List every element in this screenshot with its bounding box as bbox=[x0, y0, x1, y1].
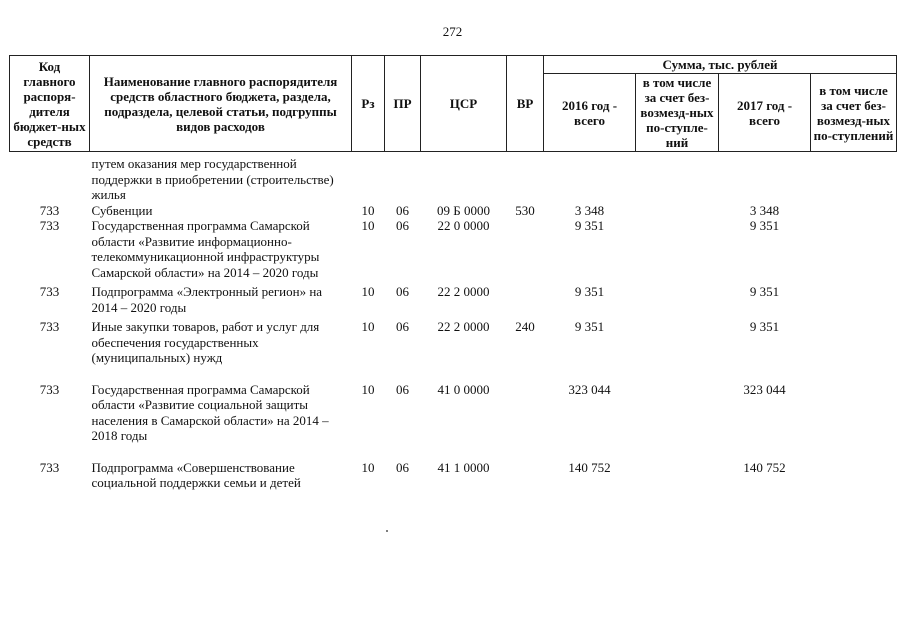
cell-csr: 22 2 0000 bbox=[437, 319, 490, 334]
page-number: 272 bbox=[442, 24, 463, 39]
table-row bbox=[10, 315, 897, 366]
cell-code: 733 bbox=[39, 284, 60, 299]
cell-2017-free bbox=[811, 152, 897, 203]
budget-table bbox=[9, 55, 897, 491]
cell-2017-total: 9 351 bbox=[749, 284, 780, 299]
cell-2016-total: 323 044 bbox=[568, 381, 611, 397]
cell-vr: 240 bbox=[515, 319, 535, 334]
header-2016-total: 2016 год - всего bbox=[544, 74, 636, 152]
cell-vr bbox=[507, 280, 544, 315]
cell-rz: 10 bbox=[361, 459, 375, 475]
cell-2017-total: 9 351 bbox=[749, 319, 780, 334]
cell-code: 733 bbox=[39, 218, 60, 233]
header-name: Наименование главного распорядителя средств областного бюджета, раздела, подраздела, целевой статьи, подгруппы видов расходов bbox=[90, 56, 352, 152]
header-pr: ПР bbox=[385, 56, 421, 152]
cell-2016-free bbox=[636, 444, 719, 491]
cell-name: Государственная программа Самарской области «Развитие социальной защиты населения в Самарской области» на 2014 – 2018 годы bbox=[91, 381, 329, 443]
cell-vr bbox=[507, 152, 544, 203]
cell-2017-free bbox=[811, 315, 897, 366]
header-2017-free: в том числе за счет без-возмезд-ных по-ступлений bbox=[811, 74, 897, 152]
cell-2016-free bbox=[636, 315, 719, 366]
cell-2016-total: 9 351 bbox=[574, 284, 605, 299]
cell-2016-free bbox=[636, 152, 719, 203]
cell-pr: 06 bbox=[396, 202, 409, 218]
cell-name: Субвенции bbox=[91, 202, 153, 218]
cell-2016-total: 140 752 bbox=[568, 459, 611, 475]
cell-csr: 22 2 0000 bbox=[437, 284, 490, 299]
cell-csr: 09 Б 0000 bbox=[437, 202, 490, 218]
cell-name: путем оказания мер государственной поддержки в приобретении (строительстве) жилья bbox=[91, 156, 334, 202]
table-header bbox=[10, 56, 897, 152]
table-row bbox=[10, 152, 897, 203]
cell-pr: 06 bbox=[396, 381, 409, 397]
cell-name: Государственная программа Самарской области «Развитие информационно-телекоммуникационной инфраструктуры Самарской области» на 2014 – 2020 годы bbox=[91, 218, 320, 280]
cell-name: Подпрограмма «Электронный регион» на 2014 – 2020 годы bbox=[91, 284, 323, 315]
cell-rz: 10 bbox=[361, 284, 375, 299]
cell-2016-total: 9 351 bbox=[574, 218, 605, 233]
table-row bbox=[10, 203, 897, 219]
cell-vr bbox=[507, 444, 544, 491]
cell-csr: 22 0 0000 bbox=[437, 218, 490, 233]
cell-2017-total: 323 044 bbox=[743, 381, 786, 397]
cell-vr: 530 bbox=[515, 202, 535, 218]
table-row bbox=[10, 280, 897, 315]
cell-2016-free bbox=[636, 280, 719, 315]
cell-rz: 10 bbox=[361, 202, 375, 218]
cell-pr: 06 bbox=[396, 218, 409, 233]
scan-speck bbox=[386, 530, 388, 532]
cell-2016-free bbox=[636, 218, 719, 280]
cell-code: 733 bbox=[39, 381, 60, 397]
cell-pr: 06 bbox=[396, 319, 409, 334]
cell-2017-free bbox=[811, 444, 897, 491]
cell-csr bbox=[421, 152, 507, 203]
cell-2016-free bbox=[636, 366, 719, 444]
cell-rz bbox=[352, 152, 385, 203]
cell-name: Иные закупки товаров, работ и услуг для обеспечения государственных (муниципальных) нужд bbox=[91, 319, 320, 365]
header-vr: ВР bbox=[507, 56, 544, 152]
cell-csr: 41 0 0000 bbox=[437, 381, 490, 397]
cell-2017-total: 3 348 bbox=[749, 202, 780, 218]
cell-code: 733 bbox=[39, 319, 60, 334]
cell-rz: 10 bbox=[361, 218, 375, 233]
cell-rz: 10 bbox=[361, 381, 375, 397]
header-2017-total: 2017 год - всего bbox=[719, 74, 811, 152]
cell-code bbox=[10, 152, 90, 203]
table-row bbox=[10, 366, 897, 444]
header-csr: ЦСР bbox=[421, 56, 507, 152]
cell-pr: 06 bbox=[396, 459, 409, 475]
table-row bbox=[10, 444, 897, 491]
header-code: Код главного распоря-дителя бюджет-ных средств bbox=[10, 56, 90, 152]
header-sum-group: Сумма, тыс. рублей bbox=[544, 56, 897, 74]
cell-csr: 41 1 0000 bbox=[437, 459, 490, 475]
cell-vr bbox=[507, 218, 544, 280]
cell-2017-total: 9 351 bbox=[749, 218, 780, 233]
cell-2016-total: 3 348 bbox=[574, 202, 605, 218]
header-2016-free: в том числе за счет без-возмезд-ных по-ступле-ний bbox=[636, 74, 719, 152]
cell-code: 733 bbox=[39, 202, 60, 218]
cell-2017-free bbox=[811, 218, 897, 280]
cell-2017-free bbox=[811, 280, 897, 315]
cell-2016-total bbox=[544, 152, 636, 203]
cell-name: Подпрограмма «Совершенствование социальной поддержки семьи и детей bbox=[91, 459, 301, 490]
header-rz: Рз bbox=[352, 56, 385, 152]
cell-2017-free bbox=[811, 203, 897, 219]
cell-code: 733 bbox=[39, 459, 60, 475]
cell-2017-total: 140 752 bbox=[743, 459, 786, 475]
cell-2017-free bbox=[811, 366, 897, 444]
cell-rz: 10 bbox=[361, 319, 375, 334]
cell-2017-total bbox=[719, 152, 811, 203]
cell-pr: 06 bbox=[396, 284, 409, 299]
cell-vr bbox=[507, 366, 544, 444]
table-body bbox=[10, 152, 897, 491]
cell-2016-free bbox=[636, 203, 719, 219]
table-row bbox=[10, 218, 897, 280]
cell-2016-total: 9 351 bbox=[574, 319, 605, 334]
cell-pr bbox=[385, 152, 421, 203]
